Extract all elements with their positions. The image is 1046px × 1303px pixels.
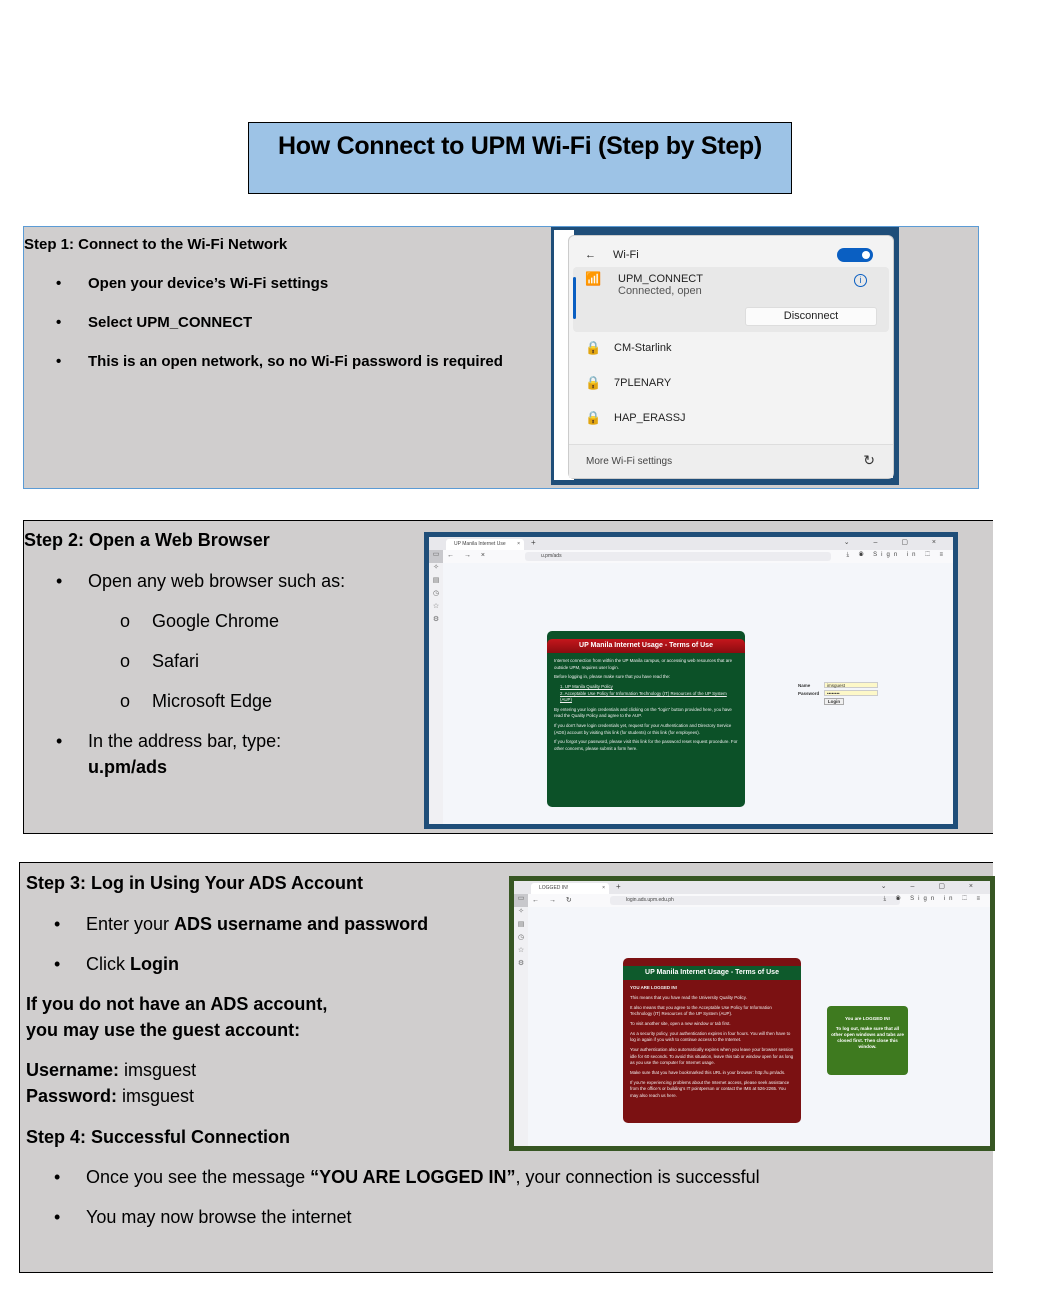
address-bar[interactable]: login.ads.upm.edu.ph (610, 896, 900, 905)
password-input[interactable]: •••••••• (824, 690, 878, 696)
browser-sidebar: ▭ ✧ ▤ ◷ ☆ ⚙ (514, 894, 528, 1146)
back-arrow-icon[interactable]: ← (585, 249, 596, 261)
disconnect-button[interactable]: Disconnect (745, 307, 877, 326)
terms-card: UP Manila Internet Usage - Terms of Use Internet connection from within the UP Manila campus, or accessing web resources that are outside UPM, requires user login. Before logging in, please make sure that you have read the: 1. UP Manila Quality Policy 2. Acceptable Use Policy for Information Technology (IT) Resources of the UP System (AUP) By entering your login credentials and clicking on the "login" button provided here, you have read the Quality Policy and agree to the AUP. If you don't have login credentials yet, request for your Authentication and Directory Service (ADS) account by visiting this link (for students) or this link (for employees). If you forgot your password, please visit this link for the password reset request procedure. For other concerns, please submit a form here. (547, 631, 745, 807)
wifi-lock-icon: 🔒 (585, 375, 602, 390)
logged-in-card: UP Manila Internet Usage - Terms of Use YOU ARE LOGGED IN! This means that you have read the University Quality Policy. It also means that you agree to the Acceptable Use Policy for Information Technology (IT) Resources of the UP System (AUP). To visit another site, open a new window or tab first. As a security policy, your authentication expires in four hours. You will then have to log in again if you wish to continue access to the Internet. Your authentication also automatically expires when you leave your browser session idle for 60 seconds. To avoid this situation, leave this tab or window open for as long as you use the computer for Internet usage. Make sure that you have bookmarked this URL in your browser: http://u.pm/ads. If you're experiencing problems about the Internet access, please seek assistance from the office's or building's IT pointperson or contact the IMS at 526-2265. You may also reach us here. (623, 958, 801, 1123)
wifi-flyout (568, 235, 894, 479)
browser-tab[interactable]: LOGGED IN! × (531, 883, 609, 894)
wifi-title: Wi-Fi (613, 249, 639, 261)
browser-screenshot-login (424, 532, 958, 829)
wifi-toggle[interactable] (837, 248, 873, 262)
step2-heading: Step 2: Open a Web Browser (24, 530, 270, 550)
logged-in-notice: You are LOGGED IN! To log out, make sure that all other open windows and tabs are closed first. Then close this window. (827, 1006, 908, 1075)
step2-panel: Step 2: Open a Web Browser • Open any web browser such as: o Google Chrome o Safari o Microsoft Edge • In the address bar, type: u.pm/ads (23, 520, 993, 834)
login-button[interactable]: Login (824, 698, 844, 705)
window-controls[interactable]: ⌄ – ▢ × (880, 883, 984, 890)
wifi-signal-icon: 📶 (585, 271, 602, 286)
refresh-icon: ↻ (863, 452, 875, 468)
more-wifi-settings[interactable]: More Wi-Fi settings ↻ (569, 444, 893, 478)
wifi-screenshot (551, 227, 899, 485)
browser-screenshot-logged-in (509, 876, 995, 1151)
step3-panel: Step 3: Log in Using Your ADS Account • Enter your ADS username and password • Click Login If you do not have an ADS account, you may use the guest account: Username: imsguest Password: imsguest Step 4: Successful Connection • Once you see the message “YOU ARE LOGGED IN”, your connection is successful • You may now browse the internet (19, 862, 993, 1273)
step4-heading: Step 4: Successful Connection (26, 1127, 291, 1147)
page-title: How Connect to UPM Wi-Fi (Step by Step) (278, 132, 762, 160)
title-banner (248, 122, 792, 194)
step3-heading: Step 3: Log in Using Your ADS Account (26, 873, 364, 893)
wifi-lock-icon: 🔒 (585, 340, 602, 355)
guest-username: Username: imsguest (26, 1060, 197, 1080)
step1-panel: Step 1: Connect to the Wi-Fi Network • Open your device’s Wi-Fi settings • Select UPM_CONNECT • This is an open network, so no Wi-Fi password is required (23, 226, 979, 489)
connected-network[interactable]: 📶 UPM_CONNECT Connected, open i Disconnect (573, 267, 889, 332)
url-text: u.pm/ads (88, 757, 168, 777)
sign-in-button[interactable]: ⤓ ◉ Sign in ⬚ ≡ (883, 896, 984, 902)
info-icon[interactable]: i (854, 274, 867, 287)
network-item[interactable]: 7PLENARY (614, 377, 672, 389)
nav-arrows[interactable]: ← → ↻ (532, 897, 576, 904)
nav-arrows[interactable]: ← → × (447, 552, 489, 559)
step1-heading: Step 1: Connect to the Wi-Fi Network (24, 236, 288, 253)
sign-in-button[interactable]: ⤓ ◉ Sign in ⬚ ≡ (846, 552, 947, 558)
browser-tab[interactable]: UP Manila Internet Use × (446, 539, 524, 550)
new-tab-icon[interactable]: + (616, 882, 621, 891)
login-form: Name imsguest Password •••••••• Login (798, 681, 878, 705)
network-item[interactable]: CM-Starlink (614, 342, 672, 354)
new-tab-icon[interactable]: + (531, 538, 536, 547)
window-controls[interactable]: ⌄ – ▢ × (843, 539, 947, 546)
guest-password: Password: imsguest (26, 1086, 195, 1106)
wifi-lock-icon: 🔒 (585, 410, 602, 425)
address-bar[interactable]: u.pm/ads (525, 552, 831, 561)
browser-sidebar: ▭ ✧ ▤ ◷ ☆ ⚙ (429, 550, 443, 824)
name-input[interactable]: imsguest (824, 682, 878, 688)
network-item[interactable]: HAP_ERASSJ (614, 412, 686, 424)
